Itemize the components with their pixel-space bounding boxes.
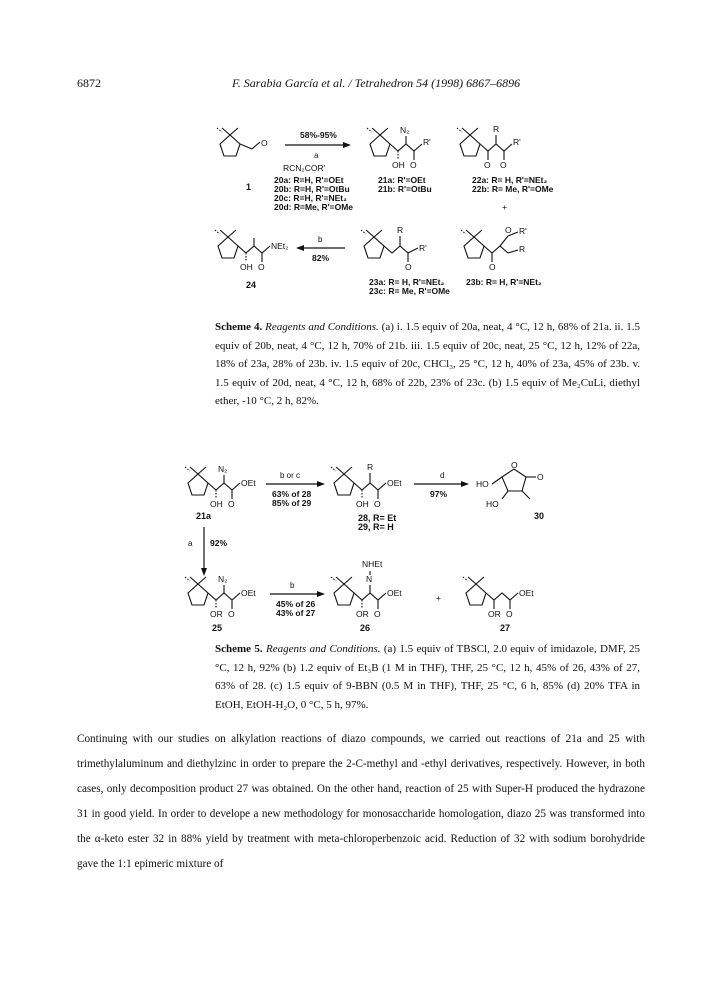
- atom-label: N₂: [400, 125, 410, 135]
- running-head: F. Sarabia García et al. / Tetrahedron 54 (1998) 6867–6896: [232, 76, 521, 90]
- atom-label: OEt: [387, 478, 402, 488]
- list-item: 20d: R=Me, R'=OMe: [274, 202, 354, 212]
- list-item: 23b: R= H, R'=NEt₂: [466, 277, 542, 287]
- atom-label: NHEt: [362, 559, 383, 569]
- atom-label: R: [397, 225, 404, 235]
- arrow-yield-label: 97%: [430, 489, 448, 499]
- compound-label: 30: [534, 511, 545, 521]
- atom-label: OH: [210, 499, 223, 509]
- atom-label: R': [513, 137, 521, 147]
- scheme-4-caption: [215, 318, 640, 411]
- compound-1-structure: [217, 128, 268, 192]
- caption-subtitle: Reagents and Conditions.: [265, 643, 381, 655]
- compound-label: 1: [246, 182, 252, 192]
- compound-25-structure: [185, 574, 256, 633]
- reaction-arrow-d: [414, 471, 469, 499]
- compound-27-structure: [463, 577, 534, 633]
- caption-text: (a) i. 1.5 equiv of 20a, neat, 4 °C, 12 h, 68% of 21a. ii. 1.5 equiv of 20b, neat, 4 °C, 12 h, 70% of 21b. iii. 1.5 equiv of 20c, neat, 25 °C, 12 h, 12% of 22a, 18% of 23a, 28% of 23b. iv. 1.5 equiv of 20c, CHCl₃, 25 °C, 12 h, 40% of 23a, 45% of 23b. v. 1.5 equiv of 20d, neat, 4 °C, 12 h, 68% of 22b, 23% of 23c. (b) 1.5 equiv of Me₂CuLi, diethyl ether, -10 °C, 2 h, 82%.: [215, 321, 641, 407]
- scheme-5-caption: [215, 640, 640, 714]
- arrow-step-label: a: [314, 151, 319, 160]
- caption-text: (a) 1.5 equiv of TBSCl, 2.0 equiv of imidazole, DMF, 25 °C, 12 h, 92% (b) 1.2 equiv of Et₃B (1 M in THF), THF, 25 °C, 12 h, 45% of 26, 43% of 27, 63% of 28. (c) 1.5 equiv of 9-BBN (0.5 M in THF), THF, 25 °C, 6 h, 85% (d) 20% TFA in EtOH, EtOH-H₂O, 0 °C, 5 h, 97%.: [215, 643, 641, 711]
- compound-28-29-structure: [331, 462, 402, 532]
- arrow-yield-label: 58%-95%: [300, 130, 337, 140]
- list-item: 20c: R=H, R'=NEt₂: [274, 193, 347, 203]
- list-item: 23a: R= H, R'=NEt₂: [369, 277, 445, 287]
- compound-21a-structure: [185, 464, 256, 521]
- caption-subtitle: Reagents and Conditions.: [265, 321, 379, 333]
- atom-label: O: [405, 262, 412, 272]
- atom-label: O: [374, 609, 381, 619]
- scheme-5-figure: [0, 455, 720, 655]
- compound-label: 25: [212, 623, 223, 633]
- caption-title: Scheme 4.: [215, 321, 263, 333]
- atom-label: N: [366, 574, 373, 584]
- compound-26-structure: [331, 559, 402, 633]
- compound-label: 29, R= H: [358, 522, 394, 532]
- arrow-step-label: d: [440, 471, 445, 480]
- compound-21-structure: [367, 125, 431, 170]
- atom-label: O: [500, 160, 507, 170]
- page-header: [0, 76, 720, 92]
- list-item: 23c: R= Me, R'=OMe: [369, 286, 450, 296]
- caption-title: Scheme 5.: [215, 643, 263, 655]
- body-paragraph: Continuing with our studies on alkylation reactions of diazo compounds, we carried out reactions of 21a and 25 with trimethylaluminum and diethylzinc in order to prepare the 2-C-methyl and -ethyl derivatives, respectively. However, in both cases, only decomposition product 27 was obtained. On the other hand, reaction of 25 with Super-H produced the hydrazone 31 in good yield. In order to develope a new methodology for monosaccharide homologation, diazo 25 was transformed into the α-keto ester 32 in 88% yield by treatment with meta-chloroperbenzoic acid. Reduction of 32 with sodium borohydride gave the 1:1 epimeric mixture of: [77, 733, 645, 870]
- page-number: 6872: [77, 76, 101, 90]
- atom-label: OEt: [519, 588, 534, 598]
- atom-label: R: [367, 462, 374, 472]
- reaction-arrow-b-bottom: [270, 581, 325, 618]
- compound-22-structure: [457, 124, 521, 170]
- compound-24-structure: [215, 230, 288, 290]
- atom-label: O: [410, 160, 417, 170]
- atom-label: O: [537, 472, 544, 482]
- atom-label: R': [519, 226, 527, 236]
- atom-label: O: [511, 460, 518, 470]
- arrow-yield-label: 45% of 26: [276, 599, 316, 609]
- arrow-yield-label: 63% of 28: [272, 489, 312, 499]
- compound-label: 21a: [196, 511, 212, 521]
- compound-30-structure: [476, 460, 544, 521]
- atom-label: R: [493, 124, 500, 134]
- atom-label: O: [228, 609, 235, 619]
- atom-label: N₂: [218, 464, 228, 474]
- atom-label: O: [261, 138, 268, 148]
- reaction-arrow-a: [283, 130, 351, 173]
- atom-label: HO: [476, 479, 489, 489]
- atom-label: O: [228, 499, 235, 509]
- list-item: 21a: R'=OEt: [378, 175, 426, 185]
- atom-label: R': [423, 137, 431, 147]
- list-item: 20a: R=H, R'=OEt: [274, 175, 344, 185]
- list-item: 22a: R= H, R'=NEt₂: [472, 175, 548, 185]
- plus-sign: +: [502, 202, 507, 212]
- atom-label: O: [484, 160, 491, 170]
- arrow-yield-label: 85% of 29: [272, 498, 312, 508]
- list-item: 22b: R= Me, R'=OMe: [472, 184, 554, 194]
- atom-label: OEt: [241, 588, 256, 598]
- scheme-4-figure: [0, 118, 720, 318]
- compound-label: 27: [500, 623, 511, 633]
- atom-label: O: [505, 225, 512, 235]
- atom-label: OEt: [387, 588, 402, 598]
- atom-label: OEt: [241, 478, 256, 488]
- atom-label: OH: [240, 262, 253, 272]
- atom-label: HO: [486, 499, 499, 509]
- atom-label: N₂: [218, 574, 228, 584]
- atom-label: O: [258, 262, 265, 272]
- atom-label: OR: [210, 609, 223, 619]
- arrow-yield-label: 82%: [312, 253, 330, 263]
- compound-label: 26: [360, 623, 371, 633]
- compound-23b-structure: [461, 225, 527, 272]
- reagent-label: RCN₂COR': [283, 163, 326, 173]
- compound-label: 24: [246, 280, 257, 290]
- atom-label: R: [519, 244, 526, 254]
- reaction-arrow-a: [188, 527, 227, 576]
- atom-label: OR: [356, 609, 369, 619]
- atom-label: NEt₂: [271, 241, 289, 251]
- atom-label: OR: [488, 609, 501, 619]
- list-item: 20b: R=H, R'=OtBu: [274, 184, 350, 194]
- atom-label: OH: [392, 160, 405, 170]
- atom-label: O: [506, 609, 513, 619]
- arrow-step-label: b or c: [280, 471, 301, 480]
- atom-label: O: [374, 499, 381, 509]
- arrow-yield-label: 92%: [210, 538, 228, 548]
- list-item: 21b: R'=OtBu: [378, 184, 432, 194]
- atom-label: OH: [356, 499, 369, 509]
- atom-label: O: [489, 262, 496, 272]
- atom-label: R': [419, 243, 427, 253]
- compound-23ac-structure: [361, 225, 427, 272]
- arrow-step-label: b: [290, 581, 295, 590]
- arrow-yield-label: 43% of 27: [276, 608, 316, 618]
- arrow-step-label: a: [188, 539, 193, 548]
- reaction-arrow-b: [296, 235, 345, 263]
- compound-label: 28, R= Et: [358, 513, 397, 523]
- reaction-arrow-b-or-c: [266, 471, 325, 508]
- arrow-step-label: b: [318, 235, 323, 244]
- plus-sign: +: [436, 593, 441, 603]
